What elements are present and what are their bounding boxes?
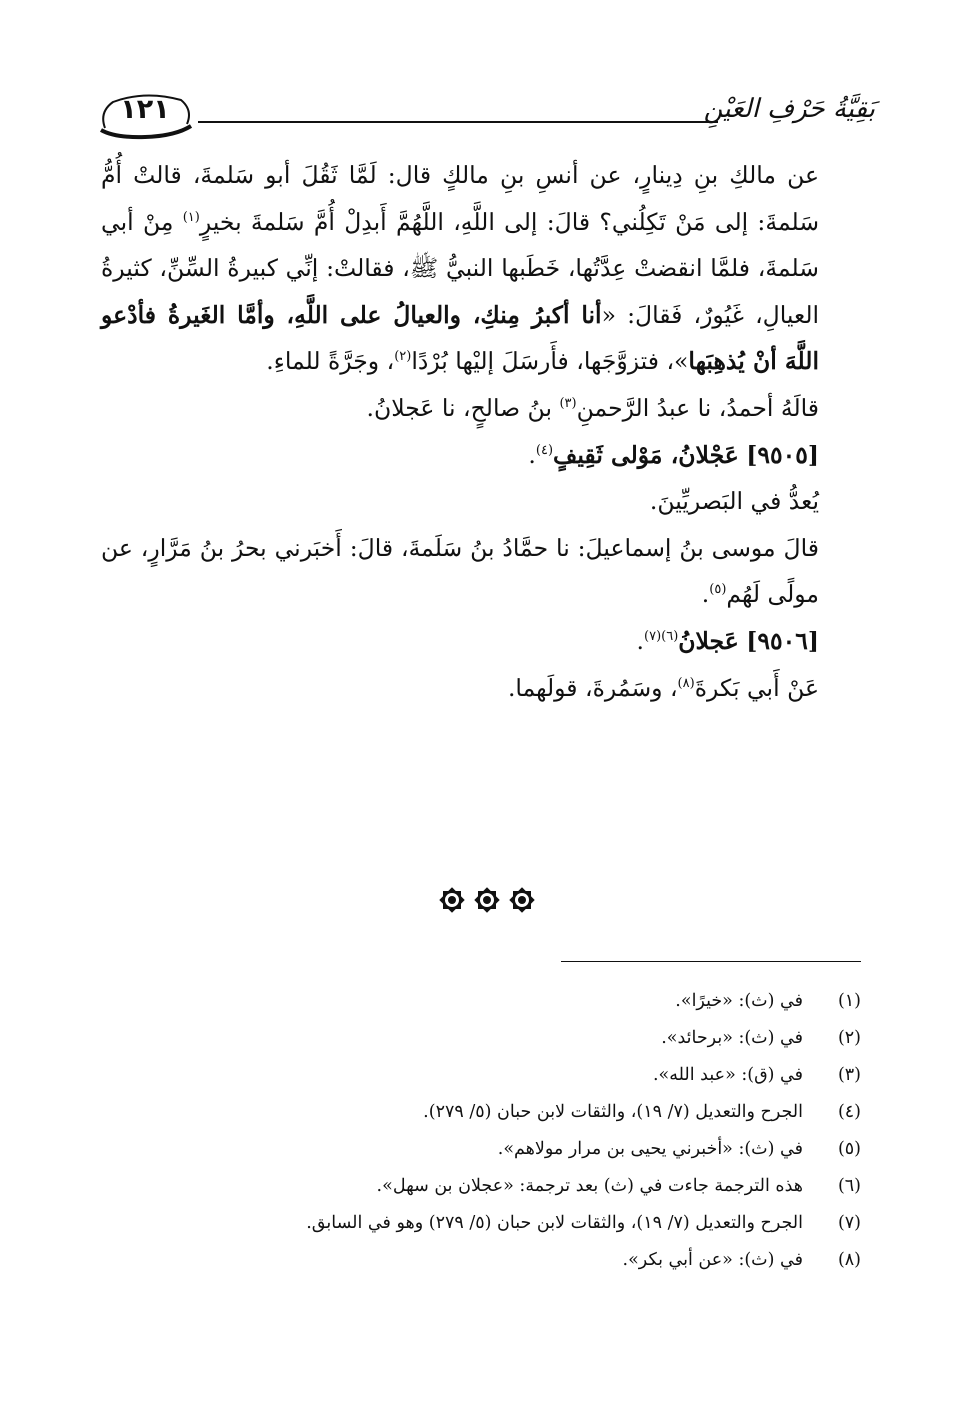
text-run: عَنْ أَبي بَكرةَ	[694, 673, 819, 702]
octagram-rosette-icon	[507, 885, 537, 915]
footnote-5	[101, 1131, 861, 1168]
paragraph-abu-bakra	[101, 665, 861, 712]
footnote-text: الجرح والتعديل (٧/ ١٩)، والثقات لابن حبان (٥/ ٢٧٩).	[423, 1102, 803, 1122]
footnote-text: في (ق): «عبد الله».	[652, 1065, 803, 1085]
entry-number: [٩٥٠٥]	[746, 440, 819, 469]
text-run: قالَ موسى بنُ إسماعيلَ: نا حمَّادُ بنُ سَلَمةَ، قالَ: أَخبَرني بحرُ بنُ مَرَّارٍ، عن مولًى لَهُم	[101, 533, 819, 609]
text-run: ، وسَمُرةَ، قولَهما.	[507, 673, 678, 702]
text-run: ، وجَرَّةً للماءِ.	[266, 347, 395, 376]
footnotes	[101, 983, 861, 1279]
paragraph-musa	[101, 525, 861, 618]
footnote-2	[101, 1020, 861, 1057]
footnote-number: (٢)	[837, 1028, 861, 1048]
page-number: ١٢١	[120, 94, 170, 125]
footnote-7	[101, 1205, 861, 1242]
footnote-ref-5[interactable]: (٥)	[709, 582, 727, 598]
footnote-text: هذه الترجمة جاءت في (ث) بعد ترجمة: «عجلان بن سهل».	[376, 1176, 803, 1196]
footnote-ref-8[interactable]: (٨)	[677, 675, 695, 691]
octagram-rosette-icon	[472, 885, 502, 915]
page-header	[95, 90, 875, 150]
footnote-6	[101, 1168, 861, 1205]
text-run: »، فتزوَّجَها، فأَرسَلَ إليْها بُرْدًا	[411, 347, 689, 376]
running-title: بَقِيَّةُ حَرْفِ العَيْنِ	[703, 94, 875, 124]
paragraph-basra: يُعدُّ في البَصريِّينَ.	[649, 487, 819, 516]
footnote-text: في (ث): «برحائد».	[661, 1028, 803, 1048]
footnote-1	[101, 983, 861, 1020]
entry-number: [٩٥٠٦]	[746, 626, 819, 655]
footnote-separator	[561, 961, 861, 962]
footnote-4	[101, 1094, 861, 1131]
text-run: بنُ صالحٍ، نا عَجلانُ.	[366, 393, 560, 422]
text-run: مِنْ أبي سَلمةَ، فلمَّا انقضتْ عِدَّتُها، خَطَبها النبيُّ ﷺ، فقالتْ: إنِّي كبيرةُ السِّنِّ، كثيرةُ العيالِ، غَيُورٌ، فَقالَ: «	[101, 207, 820, 329]
footnote-number: (٣)	[837, 1065, 861, 1085]
entry-name: عَجلانُ	[678, 626, 739, 655]
footnote-number: (٦)	[837, 1176, 861, 1196]
footnote-number: (٤)	[837, 1102, 861, 1122]
footnote-number: (٨)	[837, 1250, 861, 1270]
page-number-badge	[95, 90, 195, 140]
entry-9505	[101, 432, 861, 479]
text-run: .	[636, 626, 644, 655]
entry-9506	[101, 618, 861, 665]
entry-name: عَجْلانُ، مَوْلى ثَقِيفٍ	[553, 440, 739, 469]
header-rule	[198, 121, 718, 123]
footnote-number: (١)	[837, 991, 861, 1011]
text-run: .	[701, 580, 710, 609]
footnote-ref-6-7[interactable]: (٦)(٧)	[644, 629, 679, 645]
footnote-number: (٥)	[837, 1139, 861, 1159]
footnote-ref-4[interactable]: (٤)	[535, 442, 554, 458]
footnote-text: في (ث): «أخبرني يحيى بن مرار مولاهم».	[497, 1139, 803, 1159]
footnote-text: في (ث): «عن أبي بكر».	[622, 1250, 803, 1270]
section-ornament	[437, 885, 537, 917]
footnote-ref-2[interactable]: (٢)	[394, 349, 412, 365]
text-run: عن مالكِ بنِ دِينارٍ، عن أنسِ بنِ مالكٍ قال: لَمَّا ثَقُلَ أبو سَلمةَ، قالتْ أُمُّ سَلمةَ: إلى مَنْ تَكِلُني؟ قالَ: إلى اللَّهِ، اللَّهُمَّ أَبدِلْ أُمَّ سَلمةَ بخيرٍ	[101, 161, 820, 236]
text-run: .	[528, 440, 536, 469]
footnote-text: الجرح والتعديل (٧/ ١٩)، والثقات لابن حبان (٥/ ٢٧٩) وهو في السابق.	[306, 1213, 803, 1233]
main-text	[101, 152, 861, 711]
octagram-rosette-icon	[437, 885, 467, 915]
paragraph-isnad	[101, 385, 861, 432]
footnote-3	[101, 1057, 861, 1094]
footnote-8	[101, 1242, 861, 1279]
footnote-ref-3[interactable]: (٣)	[559, 396, 577, 412]
footnote-ref-1[interactable]: (١)	[182, 209, 200, 225]
prophetic-quote: أنا أكبرُ مِنكِ، والعيالُ على اللَّهِ، وأمَّا الغَيرةُ فأدْعو اللَّهَ أنْ يُذهِبَها	[101, 300, 819, 376]
footnote-number: (٧)	[837, 1213, 861, 1233]
footnote-text: في (ث): «خيرًا».	[675, 991, 803, 1011]
text-run: قالَهُ أحمدُ، نا عبدُ الرَّحمنِ	[576, 393, 819, 422]
paragraph-hadith	[101, 152, 861, 385]
